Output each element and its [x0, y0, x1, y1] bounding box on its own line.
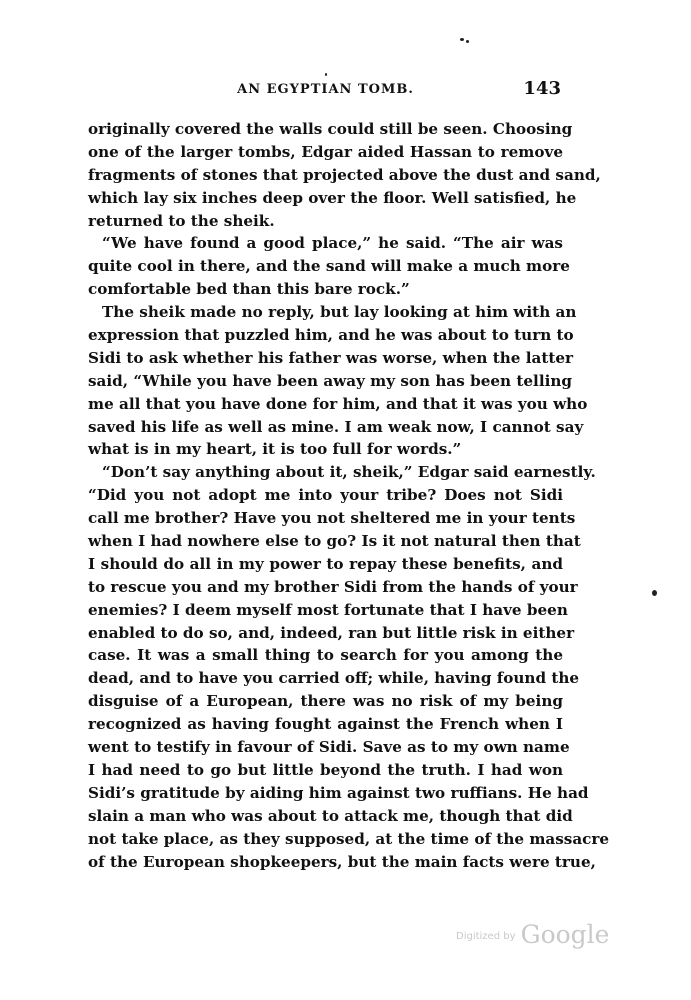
- text-line: returned to the sheik.: [88, 211, 275, 230]
- watermark-prefix: Digitized by: [456, 931, 516, 942]
- ink-speck: [652, 590, 657, 596]
- google-logo: Google: [520, 920, 610, 949]
- text-line: call me brother? Have you not sheltered me in your tents: [88, 509, 576, 528]
- text-line: I should do all in my power to repay these benefits, and: [88, 554, 563, 573]
- page-number: 143: [523, 78, 561, 99]
- text-line: which lay six inches deep over the floor. Well satisfied, he: [88, 188, 577, 207]
- text-line: case. It was a small thing to search for you among the: [88, 646, 563, 665]
- text-line: disguise of a European, there was no risk of my being: [88, 692, 563, 711]
- text-line: Sidi to ask whether his father was worse, when the latter: [88, 348, 574, 367]
- ink-speck: [466, 40, 469, 43]
- text-line: The sheik made no reply, but lay looking at him with an: [102, 303, 577, 322]
- text-line: “Don’t say anything about it, sheik,” Edgar said earnestly.: [102, 463, 596, 482]
- text-line: originally covered the walls could still be seen. Choosing: [88, 120, 573, 138]
- text-line: to rescue you and my brother Sidi from the hands of your: [88, 577, 578, 596]
- text-line: said, “While you have been away my son has been telling: [88, 371, 573, 390]
- text-line: expression that puzzled him, and he was about to turn to: [88, 326, 574, 345]
- ink-speck: [325, 73, 327, 76]
- text-line: “We have found a good place,” he said. “The air was: [102, 234, 563, 253]
- text-line: dead, and to have you carried off; while, having found the: [88, 669, 580, 688]
- running-head: AN EGYPTIAN TOMB.: [237, 82, 414, 97]
- text-line: of the European shopkeepers, but the main facts were true,: [88, 852, 596, 871]
- text-line: comfortable bed than this bare rock.”: [88, 280, 410, 299]
- digitization-watermark: [456, 920, 609, 956]
- text-line: Sidi’s gratitude by aiding him against two ruffians. He had: [88, 783, 589, 802]
- text-line: fragments of stones that projected above the dust and sand,: [88, 165, 601, 184]
- text-line: slain a man who was about to attack me, though that did: [88, 806, 573, 825]
- body-text: [88, 118, 610, 873]
- text-line: I had need to go but little beyond the truth. I had won: [88, 760, 563, 779]
- text-line: enemies? I deem myself most fortunate that I have been: [88, 600, 568, 619]
- text-line: not take place, as they supposed, at the time of the massacre: [88, 829, 610, 848]
- text-line: saved his life as well as mine. I am weak now, I cannot say: [88, 417, 584, 436]
- text-line: went to testify in favour of Sidi. Save as to my own name: [88, 738, 570, 757]
- text-line: recognized as having fought against the French when I: [88, 715, 563, 734]
- text-line: me all that you have done for him, and that it was you who: [88, 394, 588, 413]
- page-header: [88, 78, 563, 104]
- text-line: one of the larger tombs, Edgar aided Hassan to remove: [88, 142, 563, 161]
- text-line: when I had nowhere else to go? Is it not natural then that: [88, 532, 581, 551]
- text-line: quite cool in there, and the sand will make a much more: [88, 257, 570, 276]
- text-line: “Did you not adopt me into your tribe? Does not Sidi: [88, 486, 563, 505]
- ink-speck: [460, 38, 464, 41]
- text-line: what is in my heart, it is too full for words.”: [88, 440, 462, 459]
- text-line: enabled to do so, and, indeed, ran but little risk in either: [88, 623, 575, 642]
